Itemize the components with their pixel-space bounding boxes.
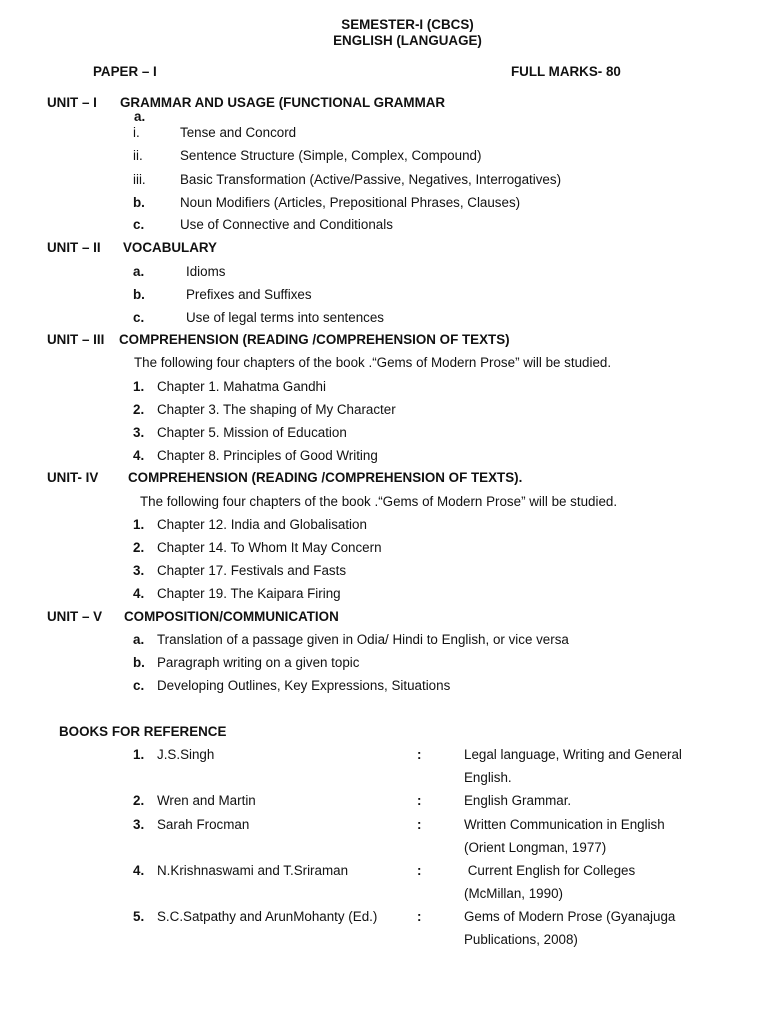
list-item: Use of Connective and Conditionals xyxy=(180,217,393,232)
book-title-cont: Publications, 2008) xyxy=(464,932,578,947)
list-item: Noun Modifiers (Articles, Prepositional Phrases, Clauses) xyxy=(180,195,521,210)
list-item: Chapter 17. Festivals and Fasts xyxy=(157,563,347,578)
list-item: Chapter 1. Mahatma Gandhi xyxy=(157,379,326,394)
book-separator: : xyxy=(417,863,422,878)
book-author: S.C.Satpathy and ArunMohanty (Ed.) xyxy=(157,909,378,924)
book-separator: : xyxy=(417,817,422,832)
list-item: Translation of a passage given in Odia/ Hindi to English, or vice versa xyxy=(157,632,569,647)
book-title: Gems of Modern Prose (Gyanajuga xyxy=(464,909,676,924)
list-marker: 1. xyxy=(133,379,145,394)
list-marker: i. xyxy=(133,125,140,140)
list-marker: 3. xyxy=(133,563,145,578)
list-item: Chapter 12. India and Globalisation xyxy=(157,517,367,532)
list-marker: 1. xyxy=(133,517,145,532)
paper-label: PAPER – I xyxy=(93,64,157,79)
semester-title: SEMESTER-I (CBCS) xyxy=(341,17,474,32)
list-item: Paragraph writing on a given topic xyxy=(157,655,360,670)
list-marker: a. xyxy=(133,264,145,279)
list-marker: c. xyxy=(133,678,145,693)
list-item: Basic Transformation (Active/Passive, Negatives, Interrogatives) xyxy=(180,172,562,187)
unit-3-title: COMPREHENSION (READING /COMPREHENSION OF TEXTS) xyxy=(119,332,510,347)
book-title-cont: (McMillan, 1990) xyxy=(464,886,563,901)
list-marker: b. xyxy=(133,655,145,670)
list-marker: b. xyxy=(133,195,145,210)
unit-4-label: UNIT- IV xyxy=(47,470,99,485)
book-separator: : xyxy=(417,909,422,924)
list-marker: 2. xyxy=(133,402,145,417)
list-item: Prefixes and Suffixes xyxy=(186,287,312,302)
unit-2-title: VOCABULARY xyxy=(123,240,217,255)
unit-3-intro: The following four chapters of the book .“Gems of Modern Prose” will be studied. xyxy=(134,355,612,370)
list-marker: 4. xyxy=(133,448,145,463)
list-marker: ii. xyxy=(133,148,143,163)
list-item: Sentence Structure (Simple, Complex, Compound) xyxy=(180,148,482,163)
list-marker: c. xyxy=(133,310,145,325)
list-item: Use of legal terms into sentences xyxy=(186,310,384,325)
unit-4-intro: The following four chapters of the book .“Gems of Modern Prose” will be studied. xyxy=(140,494,618,509)
unit-3-label: UNIT – III xyxy=(47,332,105,347)
book-title: Current English for Colleges xyxy=(464,863,636,878)
unit-1-title: GRAMMAR AND USAGE (FUNCTIONAL GRAMMAR xyxy=(120,95,446,110)
list-item: Chapter 3. The shaping of My Character xyxy=(157,402,396,417)
book-title-cont: English. xyxy=(464,770,512,785)
list-item: Chapter 5. Mission of Education xyxy=(157,425,347,440)
list-marker: 3. xyxy=(133,817,145,832)
list-item: Developing Outlines, Key Expressions, Situations xyxy=(157,678,451,693)
unit-4-title: COMPREHENSION (READING /COMPREHENSION OF TEXTS). xyxy=(128,470,523,485)
list-marker: 5. xyxy=(133,909,145,924)
list-item: Chapter 19. The Kaipara Firing xyxy=(157,586,341,601)
unit-2-label: UNIT – II xyxy=(47,240,101,255)
unit-5-label: UNIT – V xyxy=(47,609,103,624)
list-marker: 1. xyxy=(133,747,145,762)
list-item: Tense and Concord xyxy=(180,125,297,140)
list-marker: 4. xyxy=(133,586,145,601)
books-heading: BOOKS FOR REFERENCE xyxy=(59,724,227,739)
list-marker: 2. xyxy=(133,793,145,808)
list-marker: 4. xyxy=(133,863,145,878)
list-marker: 2. xyxy=(133,540,145,555)
full-marks: FULL MARKS- 80 xyxy=(511,64,621,79)
book-author: Sarah Frocman xyxy=(157,817,250,832)
unit-1-marker-a: a. xyxy=(134,109,146,124)
book-separator: : xyxy=(417,793,422,808)
book-author: N.Krishnaswami and T.Sriraman xyxy=(157,863,349,878)
list-marker: b. xyxy=(133,287,145,302)
list-marker: 3. xyxy=(133,425,145,440)
course-title: ENGLISH (LANGUAGE) xyxy=(333,33,482,48)
list-marker: iii. xyxy=(133,172,146,187)
book-title-cont: (Orient Longman, 1977) xyxy=(464,840,607,855)
list-item: Idioms xyxy=(186,264,226,279)
book-title: Written Communication in English xyxy=(464,817,665,832)
list-marker: a. xyxy=(133,632,145,647)
book-author: Wren and Martin xyxy=(157,793,256,808)
list-item: Chapter 14. To Whom It May Concern xyxy=(157,540,382,555)
unit-5-title: COMPOSITION/COMMUNICATION xyxy=(124,609,339,624)
book-separator: : xyxy=(417,747,422,762)
list-marker: c. xyxy=(133,217,145,232)
list-item: Chapter 8. Principles of Good Writing xyxy=(157,448,378,463)
unit-1-label: UNIT – I xyxy=(47,95,97,110)
book-author: J.S.Singh xyxy=(157,747,215,762)
book-title: Legal language, Writing and General xyxy=(464,747,682,762)
book-title: English Grammar. xyxy=(464,793,572,808)
